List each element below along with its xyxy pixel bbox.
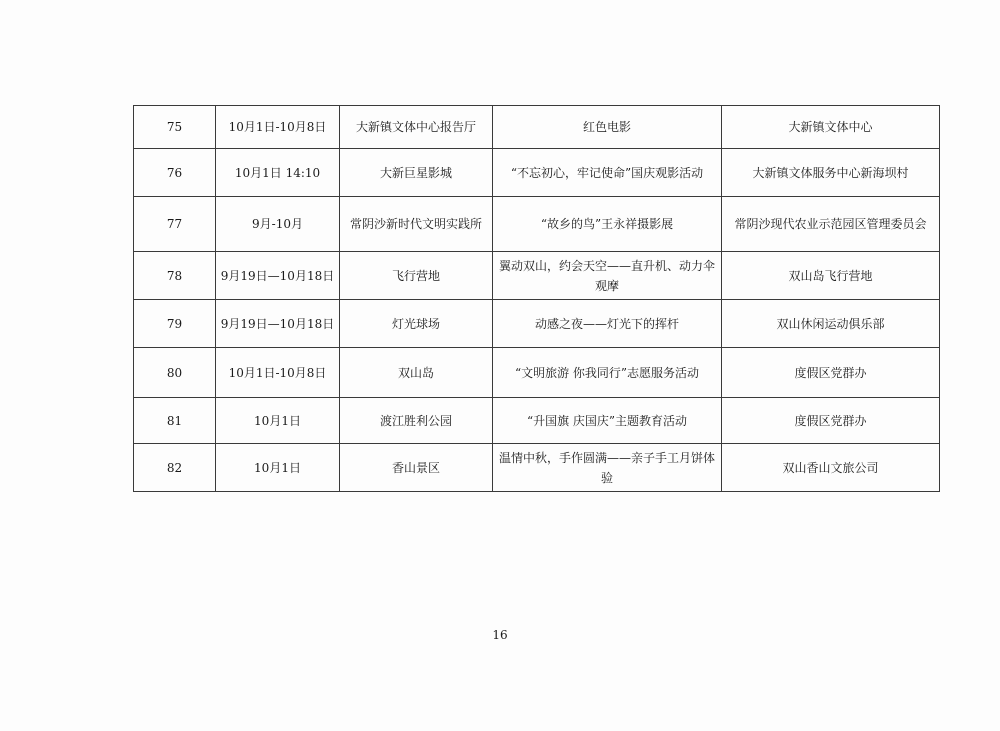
row-number-cell: 80 <box>134 348 216 398</box>
activity-cell: 温情中秋，手作圆满——亲子手工月饼体验 <box>493 444 722 492</box>
date-cell: 10月1日 <box>216 444 340 492</box>
date-cell: 10月1日 14:10 <box>216 149 340 197</box>
activity-cell: “升国旗 庆国庆”主题教育活动 <box>493 398 722 444</box>
table-row <box>134 398 940 444</box>
date-cell: 10月1日-10月8日 <box>216 348 340 398</box>
row-number-cell: 82 <box>134 444 216 492</box>
activity-cell: “文明旅游 你我同行”志愿服务活动 <box>493 348 722 398</box>
date-cell: 9月-10月 <box>216 197 340 252</box>
date-cell: 9月19日—10月18日 <box>216 252 340 300</box>
activity-schedule-table <box>133 105 940 492</box>
table-row <box>134 197 940 252</box>
row-number-cell: 79 <box>134 300 216 348</box>
table-row <box>134 444 940 492</box>
page-number: 16 <box>492 628 508 642</box>
table-row <box>134 106 940 149</box>
row-number-cell: 76 <box>134 149 216 197</box>
organizer-cell: 大新镇文体服务中心新海坝村 <box>722 149 940 197</box>
row-number-cell: 75 <box>134 106 216 149</box>
date-cell: 10月1日 <box>216 398 340 444</box>
activity-cell: “不忘初心，牢记使命”国庆观影活动 <box>493 149 722 197</box>
date-cell: 9月19日—10月18日 <box>216 300 340 348</box>
organizer-cell: 双山岛飞行营地 <box>722 252 940 300</box>
organizer-cell: 双山香山文旅公司 <box>722 444 940 492</box>
activity-cell: 红色电影 <box>493 106 722 149</box>
venue-cell: 常阴沙新时代文明实践所 <box>340 197 493 252</box>
organizer-cell: 双山休闲运动俱乐部 <box>722 300 940 348</box>
date-cell: 10月1日-10月8日 <box>216 106 340 149</box>
table-row <box>134 348 940 398</box>
organizer-cell: 度假区党群办 <box>722 398 940 444</box>
venue-cell: 灯光球场 <box>340 300 493 348</box>
organizer-cell: 常阴沙现代农业示范园区管理委员会 <box>722 197 940 252</box>
organizer-cell: 度假区党群办 <box>722 348 940 398</box>
organizer-cell: 大新镇文体中心 <box>722 106 940 149</box>
venue-cell: 大新镇文体中心报告厅 <box>340 106 493 149</box>
activity-cell: 翼动双山，约会天空——直升机、动力伞观摩 <box>493 252 722 300</box>
venue-cell: 双山岛 <box>340 348 493 398</box>
row-number-cell: 77 <box>134 197 216 252</box>
activity-cell: “故乡的鸟”王永祥摄影展 <box>493 197 722 252</box>
venue-cell: 渡江胜利公园 <box>340 398 493 444</box>
row-number-cell: 78 <box>134 252 216 300</box>
venue-cell: 飞行营地 <box>340 252 493 300</box>
table-row <box>134 252 940 300</box>
table-row <box>134 300 940 348</box>
venue-cell: 大新巨星影城 <box>340 149 493 197</box>
activity-cell: 动感之夜——灯光下的挥杆 <box>493 300 722 348</box>
table-row <box>134 149 940 197</box>
row-number-cell: 81 <box>134 398 216 444</box>
venue-cell: 香山景区 <box>340 444 493 492</box>
